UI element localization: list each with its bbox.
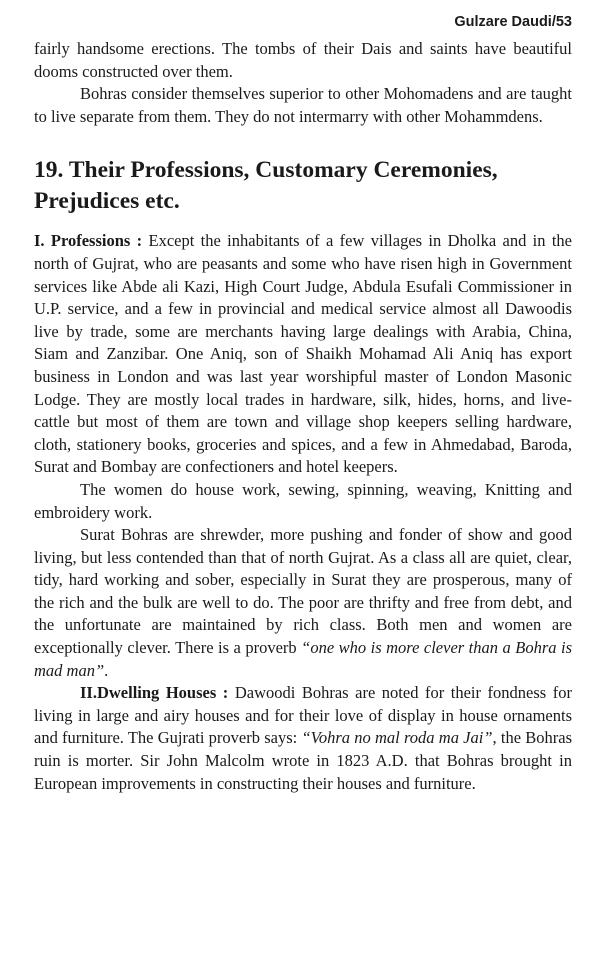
book-page xyxy=(34,12,572,795)
dwelling-text: Dawoodi Bohras are noted for their fondness for living in large and airy houses and for their love of display in house ornaments and furniture. The Gujrati proverb says: xyxy=(34,683,572,748)
women-work-paragraph: The women do house work, sewing, spinning, weaving, Knitting and embroidery work. xyxy=(34,479,572,522)
dwelling-paragraph xyxy=(34,682,572,795)
dwelling-rest: , the Bohras ruin is morter. Sir John Malcolm wrote in 1823 A.D. that Bohras brought in European improvements in constructing their houses and furniture. xyxy=(34,728,572,793)
clever-proverb: “one who is more clever than a Bohra is mad man” xyxy=(34,638,572,680)
surat-bohras-paragraph xyxy=(34,524,572,682)
intro-paragraph-1: fairly handsome erections. The tombs of their Dais and saints have beautiful dooms constructed over them. xyxy=(34,39,572,81)
professions-text: Except the inhabitants of a few villages in Dholka and in the north of Gujrat, who are peasants and some who have risen high in Government services like Abde ali Kazi, High Court Judge, Abdula Esufali Commissioner in U.P. service, and a few in provincial and medical service almost all Dawoodis live by trade, some are merchants having large dealings with Arabia, China, Siam and Zanzibar. One Aniq, son of Shaikh Mohamad Ali Aniq has export business in London and was last year worshipful master of London Masonic Lodge. They are mostly local trades in hardware, silk, hides, horns, and live-cattle but most of them are town and village shop keepers selling hardware, cloth, stationery books, groceries and spices, and a few in Ahmedabad, Baroda, Surat and Bombay are confectioners and hotel keepers. xyxy=(34,231,572,477)
running-header: Gulzare Daudi/53 xyxy=(454,14,572,30)
vohra-proverb: “Vohra no mal roda ma Jai” xyxy=(301,728,493,748)
dwelling-label: II.Dwelling Houses : xyxy=(80,683,229,703)
professions-paragraph xyxy=(34,230,572,479)
professions-label: I. Professions : xyxy=(34,231,143,251)
surat-end: . xyxy=(104,660,109,680)
surat-text: Surat Bohras are shrewder, more pushing and fonder of show and good living, but less contended than that of north Gujrat. As a class all are quiet, clear, tidy, hard working and sober, especially in Surat they are prosperous, many of the rich and the bulk are well to do. The poor are thrifty and free from debt, and the unfortunate are maintained by rich class. Both men and women are exceptionally clever. There is a proverb xyxy=(34,525,572,658)
intro-paragraph-2: Bohras consider themselves superior to other Mohomadens and are taught to live separate from them. They do not intermarry with other Mohammdens. xyxy=(34,84,572,126)
section-heading: 19. Their Professions, Customary Ceremonies, Prejudices etc. xyxy=(34,157,498,215)
